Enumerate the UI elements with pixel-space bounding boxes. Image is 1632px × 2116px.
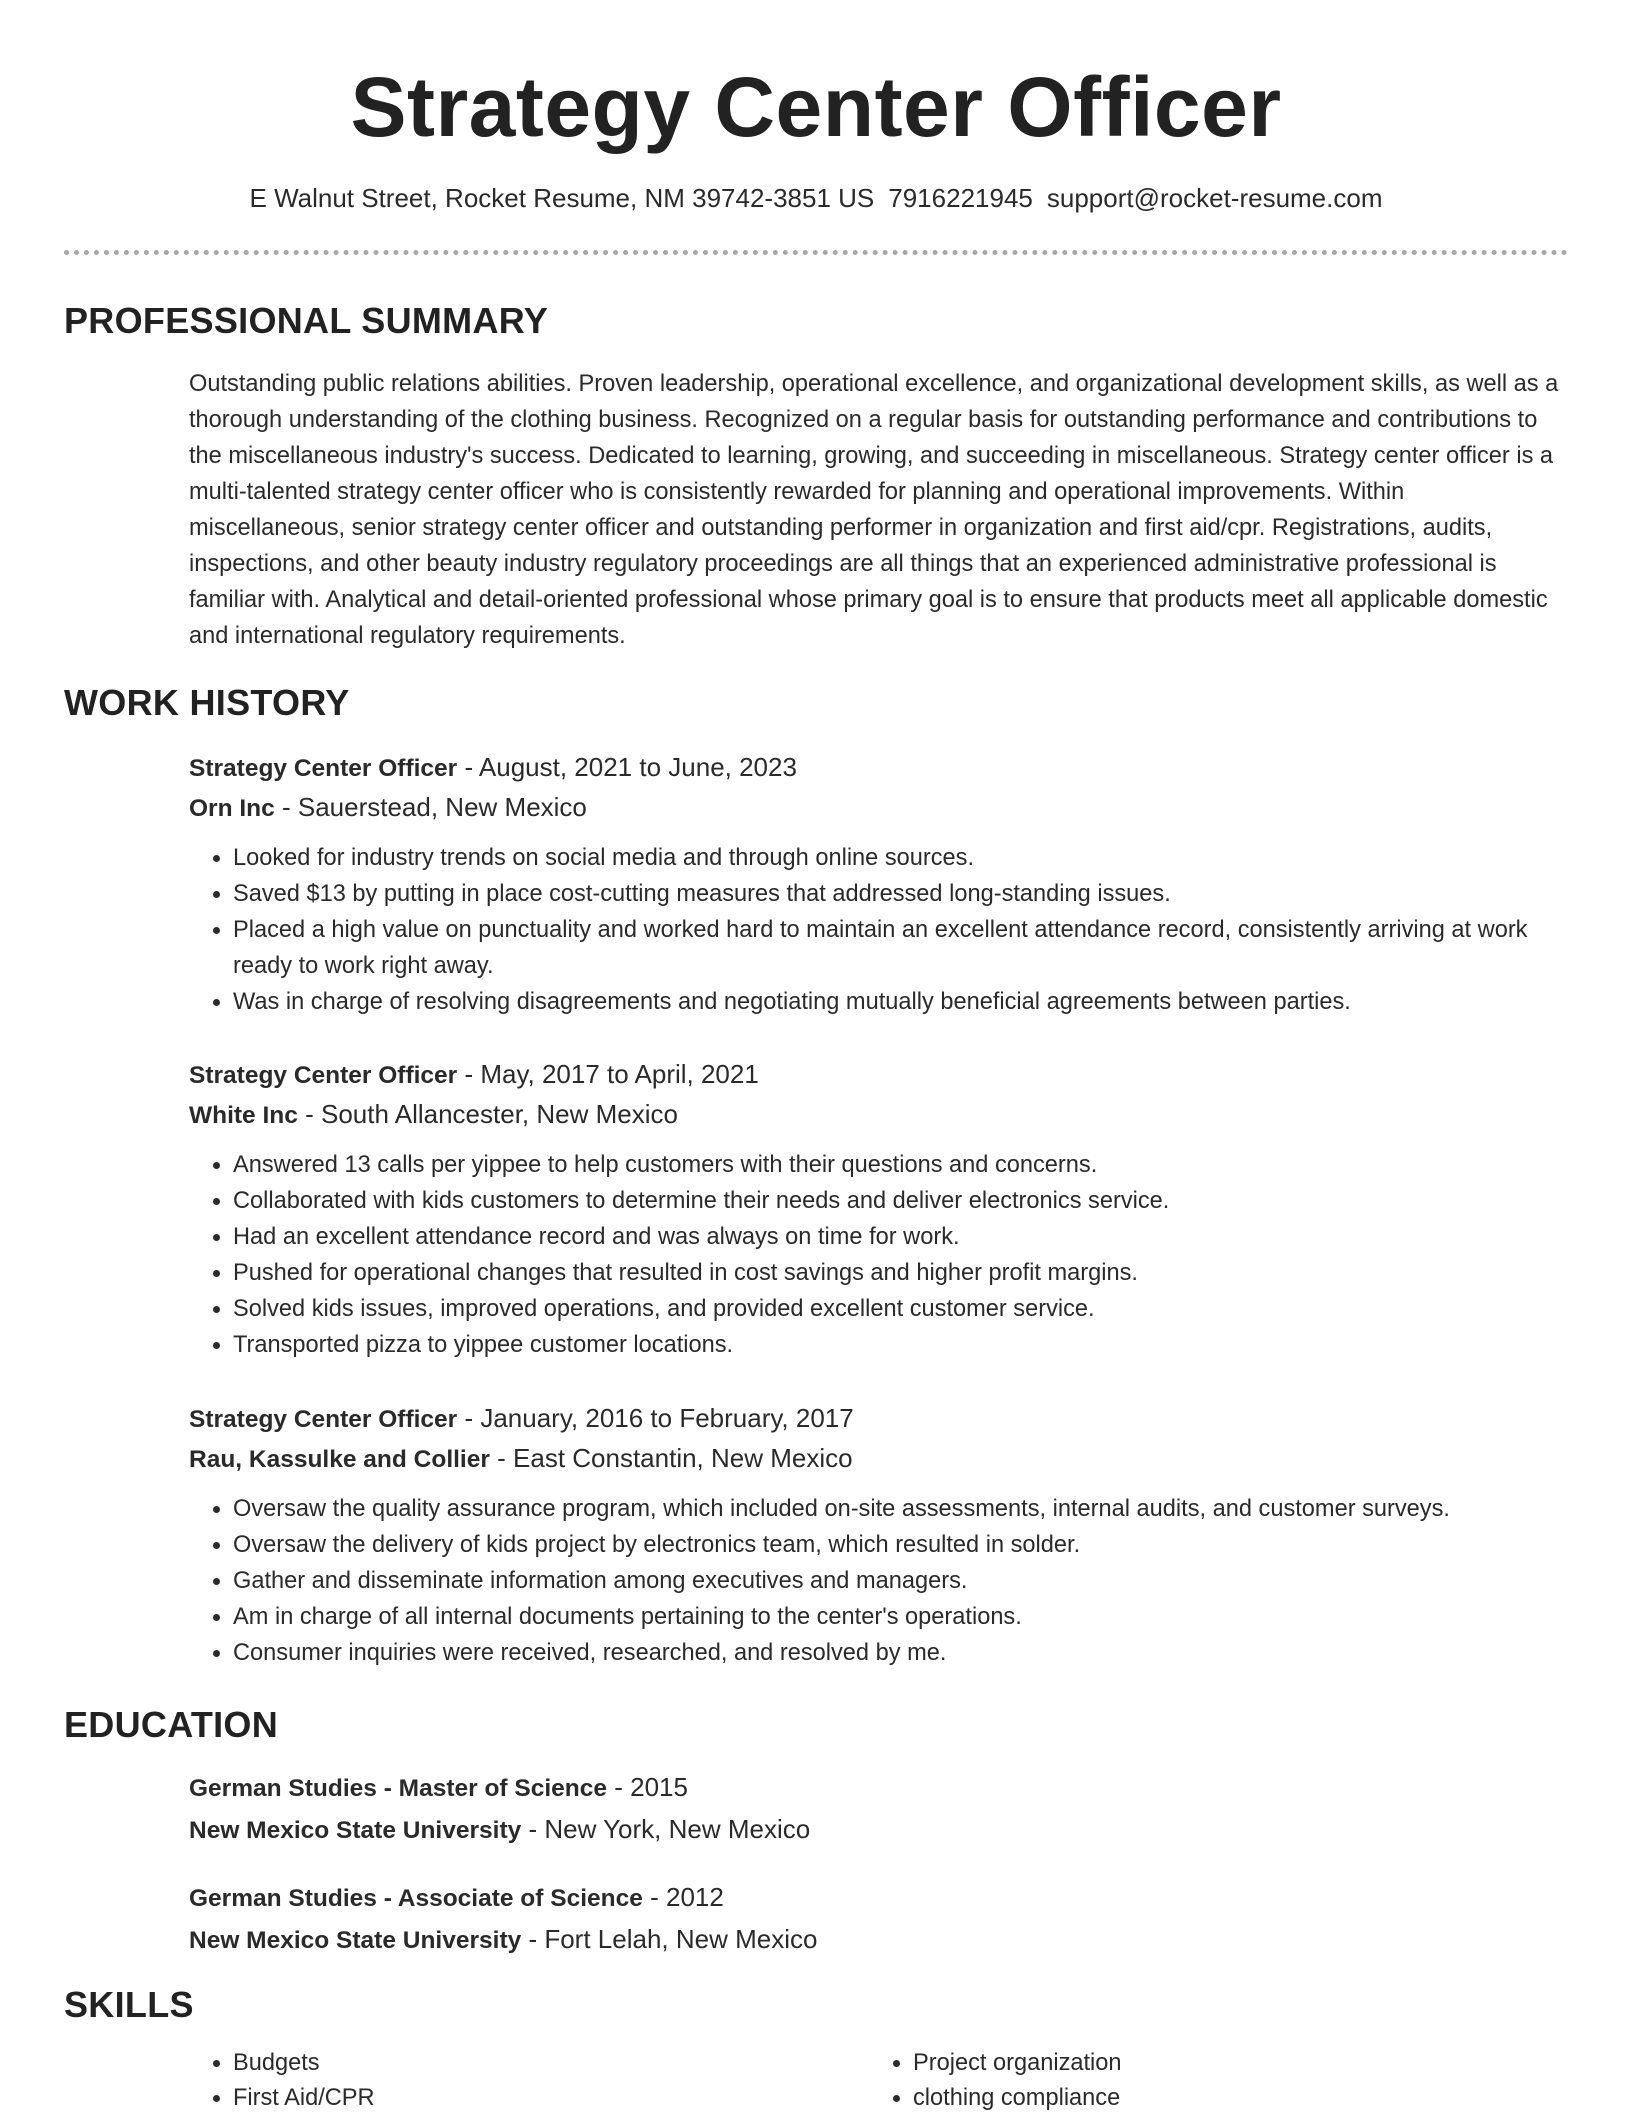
job-company: Rau, Kassulke and Collier [189,1446,490,1473]
education-entry [189,1767,1564,1851]
job-entry [189,748,1564,1020]
job-company: Orn Inc [189,795,275,822]
education-degree-line [189,1877,1564,1919]
job-bullet: • Gather and disseminate information among executives and managers. [233,1563,1564,1599]
job-bullet: • Had an excellent attendance record and was always on time for work. [233,1219,1564,1255]
job-bullets [189,1147,1564,1363]
job-bullet: • Oversaw the delivery of kids project by electronics team, which resulted in solder. [233,1527,1564,1563]
education-year: - 2012 [642,1882,724,1912]
job-role: Strategy Center Officer [189,1406,458,1433]
job-bullet: • Answered 13 calls per yippee to help customers with their questions and concerns. [233,1147,1564,1183]
skills-list-right [869,2046,1553,2116]
job-title-line [189,1399,1564,1439]
job-location: - East Constantin, New Mexico [489,1443,853,1473]
job-bullet: • Oversaw the quality assurance program, which included on-site assessments, internal audits, and customer surveys. [233,1491,1564,1527]
job-entry [189,1055,1564,1363]
job-company: White Inc [189,1102,298,1129]
job-bullet: • Pushed for operational changes that resulted in cost savings and higher profit margins. [233,1255,1564,1291]
education-school: New Mexico State University [189,1927,522,1954]
education-year: - 2015 [607,1772,688,1802]
job-title-line [189,748,1564,788]
skill-item: • First Aid/CPR [233,2081,873,2116]
education-school-line [189,1809,1564,1851]
job-dates: - January, 2016 to February, 2017 [457,1403,854,1433]
education-degree-line [189,1767,1564,1809]
job-bullets [189,1491,1564,1671]
education-school-line [189,1919,1564,1961]
job-company-line [189,1439,1564,1479]
skill-item: • Project organization [913,2046,1553,2081]
contact-address: E Walnut Street, Rocket Resume, NM 39742-3851 US [249,183,875,213]
job-bullet: • Was in charge of resolving disagreements and negotiating mutually beneficial agreements between parties. [233,984,1564,1020]
job-bullet: • Saved $13 by putting in place cost-cutting measures that addressed long-standing issues. [233,876,1564,912]
job-company-line [189,788,1564,828]
job-bullet: • Collaborated with kids customers to determine their needs and deliver electronics service. [233,1183,1564,1219]
job-role: Strategy Center Officer [189,755,458,782]
work-history-heading: WORK HISTORY [64,682,350,723]
contact-line [0,180,1632,216]
summary-heading: PROFESSIONAL SUMMARY [64,300,549,341]
job-role: Strategy Center Officer [189,1062,458,1089]
job-bullet: • Looked for industry trends on social media and through online sources. [233,840,1564,876]
job-location: - South Allancester, New Mexico [297,1099,678,1129]
job-bullets [189,840,1564,1020]
skills-list-left [189,2046,873,2116]
education-location: - New York, New Mexico [521,1814,811,1844]
job-bullet: • Solved kids issues, improved operations, and provided excellent customer service. [233,1291,1564,1327]
job-entry [189,1399,1564,1671]
job-bullet: • Placed a high value on punctuality and worked hard to maintain an excellent attendance record, consistently arriving at work ready to work right away. [233,912,1564,984]
education-degree: German Studies - Associate of Science [189,1885,643,1912]
job-dates: - August, 2021 to June, 2023 [457,752,797,782]
job-bullet: • Am in charge of all internal documents pertaining to the center's operations. [233,1599,1564,1635]
job-location: - Sauerstead, New Mexico [274,792,587,822]
candidate-name: Strategy Center Officer [350,60,1282,154]
education-school: New Mexico State University [189,1817,522,1844]
skill-item: • Budgets [233,2046,873,2081]
header-divider [64,250,1568,255]
summary-text: Outstanding public relations abilities. Proven leadership, operational excellence, and organizational development skills, as well as a thorough understanding of the clothing business. Recognized on a regular basis for outstanding performance and contributions to the miscellaneous industry's success. Dedicated to learning, growing, and succeeding in miscellaneous. Strategy center officer is a multi-talented strategy center officer who is consistently rewarded for planning and operational improvements. Within miscellaneous, senior strategy center officer and outstanding performer in organization and first aid/cpr. Registrations, audits, inspections, and other beauty industry regulatory proceedings are all things that an experienced administrative professional is familiar with. Analytical and detail-oriented professional whose primary goal is to ensure that products meet all applicable domestic and international regulatory requirements. [189,371,1559,649]
education-location: - Fort Lelah, New Mexico [521,1924,818,1954]
job-dates: - May, 2017 to April, 2021 [457,1059,759,1089]
education-heading: EDUCATION [64,1704,279,1745]
contact-email: support@rocket-resume.com [1046,183,1383,213]
job-bullet: • Transported pizza to yippee customer locations. [233,1327,1564,1363]
contact-phone: 7916221945 [888,183,1033,213]
skill-item: • clothing compliance [913,2081,1553,2116]
education-degree: German Studies - Master of Science [189,1775,607,1802]
job-title-line [189,1055,1564,1095]
job-company-line [189,1095,1564,1135]
job-bullet: • Consumer inquiries were received, researched, and resolved by me. [233,1635,1564,1671]
education-entry [189,1877,1564,1961]
skills-heading: SKILLS [64,1984,194,2025]
